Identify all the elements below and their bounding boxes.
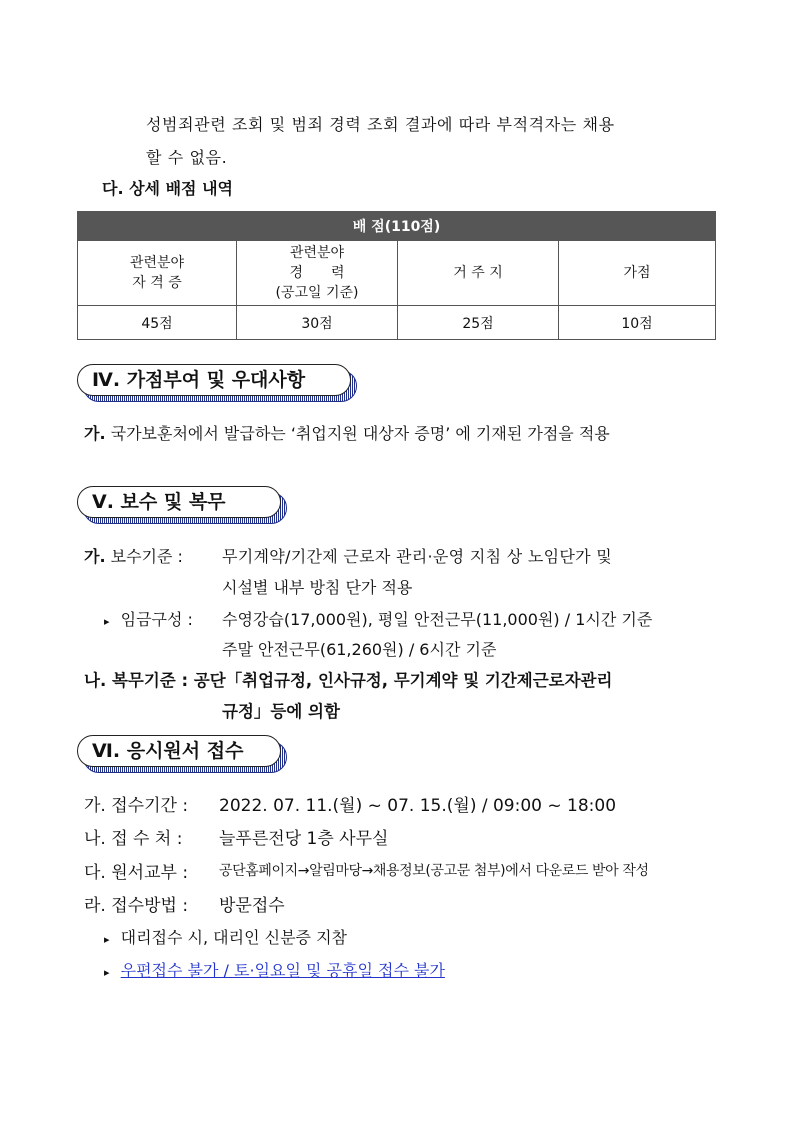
receipt-method-value: 방문접수 xyxy=(219,896,285,916)
value-residence: 25점 xyxy=(398,306,559,340)
form-distribution-label: 다. 원서교부 : xyxy=(84,863,189,883)
proxy-receipt-item: ▸ 대리접수 시, 대리인 신분증 지참 xyxy=(104,928,347,947)
intro-line-2: 할 수 없음. xyxy=(146,148,228,167)
service-standard-line-1: 나. 복무기준 : 공단「취업규정, 인사규정, 무기계약 및 기간제근로자관리 xyxy=(84,671,613,690)
section-5-header xyxy=(77,486,281,518)
section-6-title: Ⅵ. 응시원서 접수 xyxy=(77,735,281,767)
section-6-header xyxy=(77,735,281,767)
header-residence: 거 주 지 xyxy=(398,241,559,306)
value-career: 30점 xyxy=(237,306,398,340)
form-distribution-value: 공단홈페이지→알림마당→채용정보(공고문 첨부)에서 다운로드 받아 작성 xyxy=(219,863,649,879)
pay-standard: 가. 보수기준 : xyxy=(84,547,183,566)
wage-composition: ▸ 임금구성 : xyxy=(104,610,193,629)
pay-standard-line-1: 무기계약/기간제 근로자 관리·운영 지침 상 노임단가 및 xyxy=(222,547,613,566)
receipt-place-value: 늘푸른전당 1층 사무실 xyxy=(219,829,389,849)
header-cert: 관련분야 자 격 증 xyxy=(78,241,237,306)
bullet-icon: ▸ xyxy=(104,966,110,979)
no-mail-receipt-link[interactable]: 우편접수 불가 / 토·일요일 및 공휴일 접수 불가 xyxy=(120,961,445,980)
header-career: 관련분야 경 력 (공고일 기준) xyxy=(237,241,398,306)
section-4-item: 가. 국가보훈처에서 발급하는 ‘취업지원 대상자 증명’ 에 기재된 가점을 적용 xyxy=(84,424,610,443)
detail-heading: 다. 상세 배점 내역 xyxy=(102,179,233,198)
receipt-place-label: 나. 접 수 처 : xyxy=(84,829,183,849)
score-table xyxy=(77,211,716,340)
wage-line-2: 주말 안전근무(61,260원) / 6시간 기준 xyxy=(222,640,497,659)
pay-standard-line-2: 시설별 내부 방침 단가 적용 xyxy=(222,578,413,597)
section-4-title: Ⅳ. 가점부여 및 우대사항 xyxy=(77,364,351,396)
service-standard-line-2: 규정」등에 의함 xyxy=(222,702,340,721)
value-bonus: 10점 xyxy=(559,306,716,340)
receipt-method-label: 라. 접수방법 : xyxy=(84,896,189,916)
bullet-icon: ▸ xyxy=(104,615,110,628)
score-table-title: 배 점(110점) xyxy=(78,212,716,241)
intro-line-1: 성범죄관련 조회 및 범죄 경력 조회 결과에 따라 부적격자는 채용 xyxy=(146,115,615,134)
receipt-period-value: 2022. 07. 11.(월) ~ 07. 15.(월) / 09:00 ~ 18:00 xyxy=(219,796,617,816)
no-mail-receipt-item xyxy=(104,958,445,981)
receipt-period-label: 가. 접수기간 : xyxy=(84,796,189,816)
section-4-header xyxy=(77,364,351,396)
value-cert: 45점 xyxy=(78,306,237,340)
bullet-icon: ▸ xyxy=(104,933,110,946)
header-bonus: 가점 xyxy=(559,241,716,306)
wage-line-1: 수영강습(17,000원), 평일 안전근무(11,000원) / 1시간 기준 xyxy=(222,610,653,629)
section-5-title: Ⅴ. 보수 및 복무 xyxy=(77,486,281,518)
